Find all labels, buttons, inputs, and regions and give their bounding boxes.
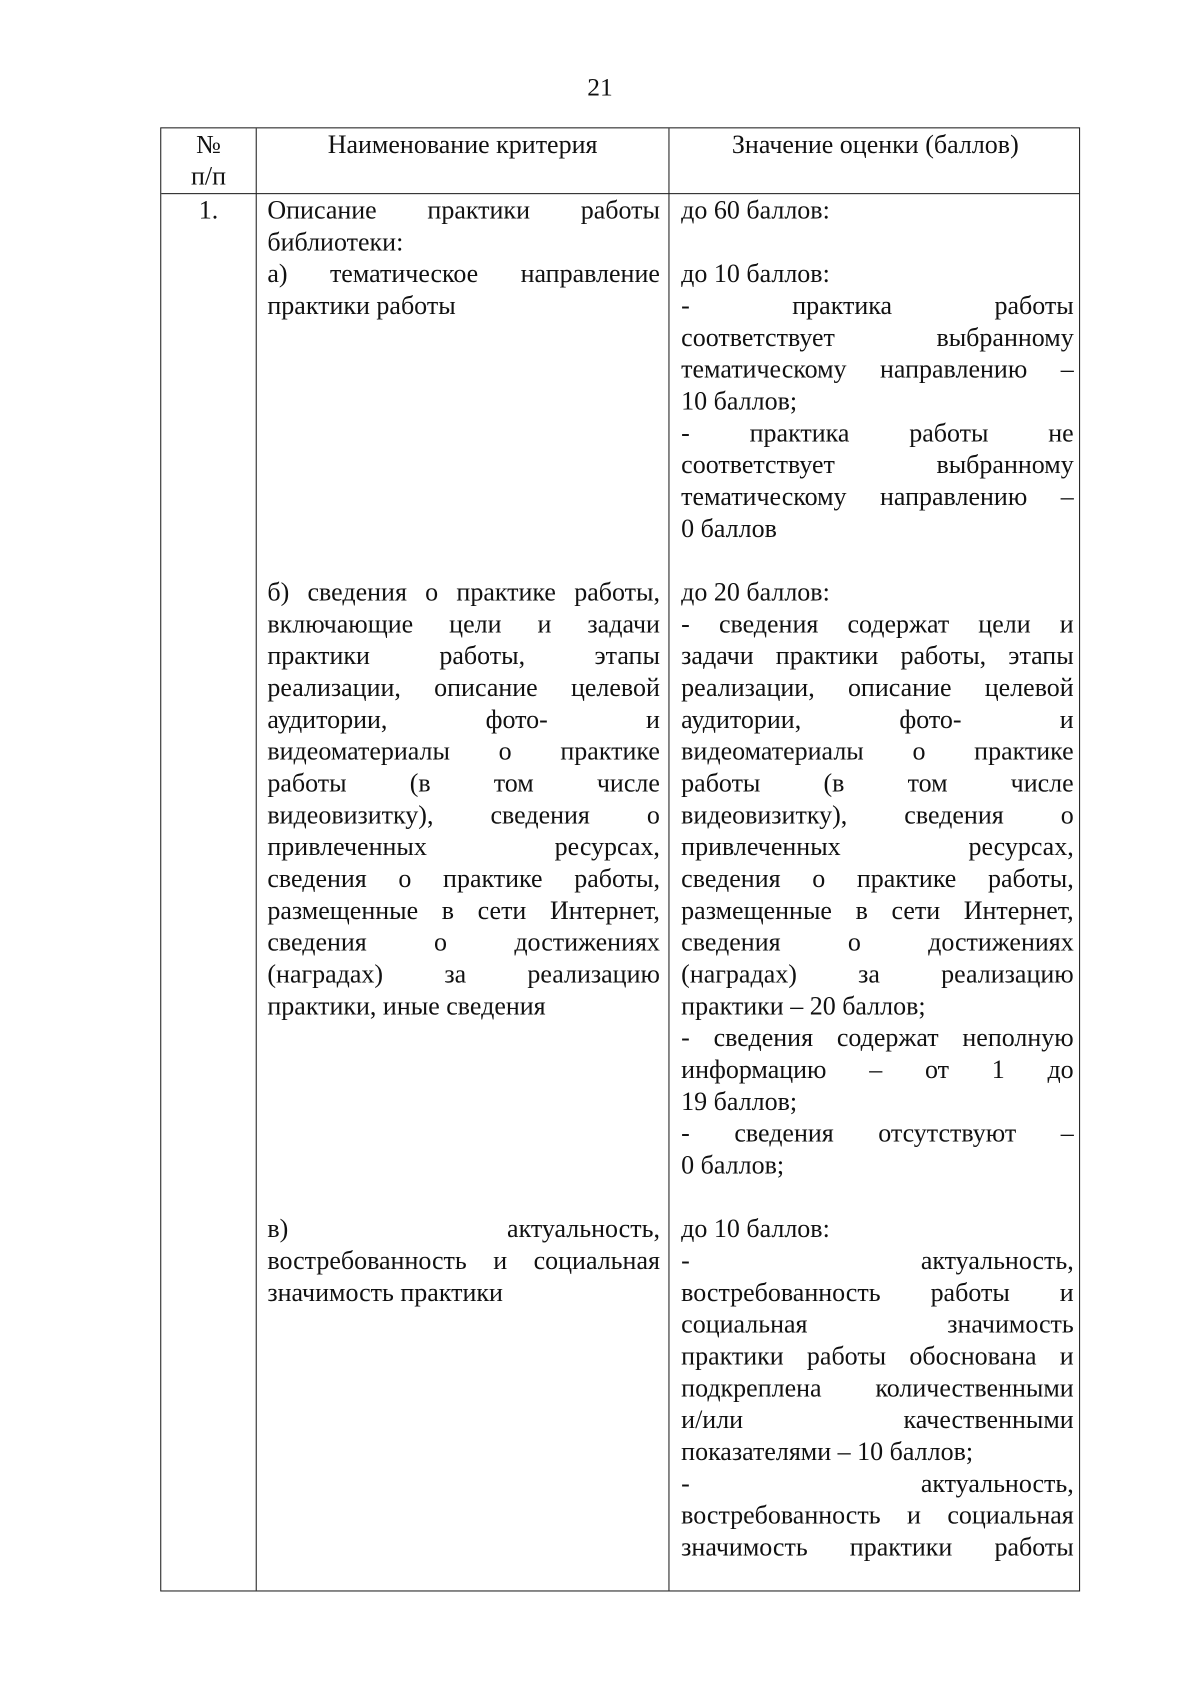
text-line (681, 450, 1074, 482)
word: в (441, 896, 455, 926)
word: практике (456, 578, 556, 607)
word: о (646, 801, 660, 830)
text-line (681, 1118, 1074, 1150)
word: 0 баллов (681, 514, 777, 544)
text-line (681, 577, 1074, 609)
word: работы (580, 196, 660, 225)
word: практике (443, 864, 543, 894)
word: (наградах) (267, 960, 384, 989)
text-line (681, 736, 1074, 768)
word: работы (267, 769, 347, 798)
word: сведения (681, 864, 781, 894)
word: практике (974, 737, 1074, 767)
word: – (1060, 355, 1074, 385)
word: о (425, 578, 439, 607)
word: а) (267, 259, 288, 289)
text-line (681, 1309, 1074, 1341)
page-number: 21 (587, 74, 613, 102)
word: и (1059, 610, 1074, 639)
word: (в (409, 769, 431, 798)
word: сведения (267, 864, 367, 894)
text-line (681, 227, 1074, 259)
word: ресурсах, (554, 832, 660, 862)
word: практики (681, 1342, 784, 1371)
word: реализации, (267, 673, 401, 703)
word: показателями – 10 баллов; (681, 1437, 974, 1467)
text-line (267, 895, 660, 927)
word: актуальность, (920, 1246, 1074, 1276)
word: востребованность (681, 1278, 881, 1308)
word: работы (994, 1533, 1074, 1562)
word: о (398, 864, 412, 894)
text-line (267, 1277, 660, 1309)
text-line (267, 291, 660, 323)
word: - (681, 1119, 690, 1149)
word: и (645, 705, 660, 735)
text-line (267, 705, 660, 737)
text-line (681, 1277, 1074, 1309)
criteria-table (160, 127, 1080, 1591)
word: информацию (681, 1055, 827, 1085)
word: фото- (899, 705, 962, 735)
word: - (681, 419, 690, 448)
word: привлеченных (267, 832, 427, 862)
word: от (924, 1055, 949, 1085)
word: - (681, 1469, 690, 1499)
word: целевой (984, 673, 1074, 703)
word: сведения (904, 801, 1004, 830)
text-line (681, 1405, 1074, 1437)
text-line (681, 259, 1074, 291)
text-line (681, 832, 1074, 864)
word: – (869, 1055, 883, 1085)
text-line (681, 673, 1074, 705)
text-line (267, 800, 660, 832)
word: о (498, 737, 512, 767)
word: работы (681, 769, 761, 798)
word: в (855, 896, 868, 926)
word: о (434, 928, 448, 958)
word: том (907, 769, 948, 798)
text-line (267, 991, 660, 1023)
text-line (681, 1341, 1074, 1373)
word: соответствует (681, 450, 835, 480)
word: б) (267, 578, 290, 607)
word: - (681, 610, 690, 639)
text-line (267, 227, 660, 259)
word: актуальность, (920, 1469, 1074, 1499)
text-line (267, 959, 660, 991)
word: достижениях (928, 928, 1074, 958)
word: – (1060, 482, 1074, 512)
word: реализацию (941, 960, 1074, 989)
word: этапы (1008, 641, 1074, 671)
text-line (681, 1437, 1074, 1469)
word: до 10 баллов: (681, 259, 830, 289)
word: реализацию (527, 960, 660, 989)
header-divider (161, 193, 1079, 194)
text-line (267, 1214, 660, 1246)
word: и (1059, 1278, 1074, 1308)
text-line (681, 1086, 1074, 1118)
criterion-cell-b (267, 577, 660, 1023)
word: сведения (307, 578, 407, 607)
text-line (267, 832, 660, 864)
word: работы, (574, 864, 660, 894)
text-line (681, 386, 1074, 418)
word: социальная (947, 1501, 1074, 1530)
word: значимость (681, 1533, 808, 1562)
text-line (681, 927, 1074, 959)
text-line (681, 1373, 1074, 1405)
text-line (681, 641, 1074, 673)
word: практики – 20 баллов; (681, 992, 926, 1021)
word: количественными (875, 1373, 1074, 1403)
text-line (681, 768, 1074, 800)
word: за (858, 960, 880, 989)
word: тематическому (681, 355, 847, 385)
word: отсутствуют (878, 1119, 1017, 1149)
word: значимость (947, 1310, 1074, 1339)
word: до (1047, 1055, 1074, 1085)
text-line (681, 418, 1074, 450)
word: неполную (962, 1023, 1074, 1053)
word: содержат (836, 1023, 939, 1053)
word: сети (477, 896, 527, 926)
word: (наградах) (681, 960, 797, 989)
criterion-cell-a (267, 195, 660, 322)
word: до 20 баллов: (681, 578, 830, 607)
text-line (681, 482, 1074, 514)
row-number: 1. (198, 196, 219, 225)
text-line (267, 195, 660, 227)
text-line (681, 864, 1074, 896)
word: за (444, 960, 467, 989)
word: Интернет, (963, 896, 1074, 926)
word: видеоматериалы (681, 737, 864, 767)
word: практики работы (267, 291, 456, 321)
word: содержат (847, 610, 950, 639)
word: тематическое (329, 259, 479, 289)
word: работы, (900, 641, 987, 671)
word: работы, (987, 864, 1074, 894)
word: сведения (681, 928, 781, 958)
word: описание (434, 673, 538, 703)
word: ресурсах, (968, 832, 1074, 862)
word: и (537, 610, 552, 639)
word: этапы (594, 641, 660, 671)
word: сети (891, 896, 941, 926)
word: подкреплена (681, 1373, 822, 1403)
word: реализации, (681, 673, 815, 703)
word: размещенные (681, 896, 832, 926)
word: видеовизитку), (267, 801, 434, 830)
text-line (267, 577, 660, 609)
word: видеовизитку), (681, 801, 848, 830)
word: включающие (267, 610, 414, 639)
word: работы (909, 419, 989, 448)
header-criterion: Наименование критерия (327, 130, 598, 160)
word: задачи (587, 610, 660, 639)
word: востребованность (267, 1246, 467, 1276)
word: библиотеки: (267, 228, 404, 257)
text-line (267, 927, 660, 959)
text-line (681, 354, 1074, 386)
word: выбранному (936, 323, 1074, 353)
word: работы, (439, 641, 526, 671)
word: том (493, 769, 534, 798)
score-cell-b (681, 577, 1074, 1182)
word: о (847, 928, 861, 958)
word: направлению (880, 482, 1028, 512)
criterion-cell-c (267, 1214, 660, 1309)
header-number (161, 129, 255, 193)
word: до 60 баллов: (681, 196, 830, 225)
word: размещенные (267, 896, 419, 926)
word: работы, (574, 578, 660, 607)
text-line (681, 1468, 1074, 1500)
text-line (681, 991, 1074, 1023)
word: направлению (880, 355, 1028, 385)
text-line (681, 1500, 1074, 1532)
word: не (1048, 419, 1074, 448)
column-divider (256, 128, 257, 1590)
word: в) (267, 1214, 289, 1244)
text-line (681, 1023, 1074, 1055)
word: (в (823, 769, 845, 798)
word: практики (775, 641, 879, 671)
word: цели (449, 610, 502, 639)
text-line (681, 800, 1074, 832)
word: - (681, 1023, 690, 1053)
text-line (681, 323, 1074, 355)
word: качественными (903, 1405, 1074, 1435)
word: социальная (681, 1310, 808, 1339)
header-number-line: № (196, 130, 221, 160)
text-line (681, 1532, 1074, 1564)
word: о (1060, 801, 1074, 830)
word: целевой (570, 673, 660, 703)
word: практика (792, 291, 893, 321)
text-line (681, 1246, 1074, 1278)
word: практики, иные сведения (267, 992, 546, 1021)
word: и (907, 1501, 921, 1530)
word: и (1059, 1342, 1074, 1371)
word: аудитории, (681, 705, 802, 735)
text-line (681, 895, 1074, 927)
word: выбранному (936, 450, 1074, 480)
word: практики (267, 641, 370, 671)
word: - (681, 291, 690, 321)
word: – (1060, 1119, 1074, 1149)
word: сведения (490, 801, 590, 830)
word: о (812, 864, 826, 894)
word: практики (427, 196, 530, 225)
word: видеоматериалы (267, 737, 450, 767)
text-line (267, 609, 660, 641)
header-score: Значение оценки (баллов) (731, 130, 1019, 160)
word: практики (849, 1533, 953, 1562)
word: 1 (991, 1055, 1005, 1085)
text-line (267, 736, 660, 768)
column-divider (668, 128, 669, 1590)
word: практика (749, 419, 850, 448)
word: сведения (734, 1119, 834, 1149)
word: описание (847, 673, 952, 703)
text-line (681, 1150, 1074, 1182)
word: работы (806, 1342, 887, 1371)
text-line (681, 514, 1074, 546)
text-line (681, 291, 1074, 323)
word: Интернет, (549, 896, 660, 926)
word: и (493, 1246, 508, 1276)
text-line (681, 1055, 1074, 1087)
score-cell-c (681, 1214, 1074, 1564)
text-line (681, 195, 1074, 227)
word: числе (1010, 769, 1074, 798)
word: привлеченных (681, 832, 841, 862)
word: работы (930, 1278, 1010, 1308)
header-number-line: п/п (190, 162, 227, 191)
word: задачи (681, 641, 754, 671)
word: числе (596, 769, 660, 798)
text-line (267, 673, 660, 705)
word: Описание (267, 196, 377, 225)
word: обоснована (909, 1342, 1037, 1371)
text-line (681, 609, 1074, 641)
word: актуальность, (507, 1214, 660, 1244)
word: сведения (267, 928, 367, 958)
text-line (267, 768, 660, 800)
word: о (912, 737, 926, 767)
word: практике (560, 737, 660, 767)
text-line (681, 1214, 1074, 1246)
text-line (267, 641, 660, 673)
text-line (267, 259, 660, 291)
word: 19 баллов; (681, 1087, 798, 1117)
word: до 10 баллов: (681, 1214, 830, 1244)
word: достижениях (514, 928, 660, 958)
word: направление (520, 259, 660, 289)
score-cell-a (681, 195, 1074, 545)
word: сведения (713, 1023, 814, 1053)
text-line (681, 705, 1074, 737)
word: значимость практики (267, 1278, 503, 1308)
word: аудитории, (267, 705, 388, 735)
word: цели (978, 610, 1031, 639)
text-line (267, 864, 660, 896)
word: фото- (485, 705, 548, 735)
text-line (267, 1246, 660, 1278)
word: тематическому (681, 482, 847, 512)
word: 10 баллов; (681, 387, 798, 416)
word: востребованность (681, 1501, 881, 1530)
word: и/или (681, 1405, 744, 1435)
word: соответствует (681, 323, 835, 353)
word: 0 баллов; (681, 1151, 785, 1180)
text-line (681, 959, 1074, 991)
word: практике (856, 864, 957, 894)
word: социальная (533, 1246, 660, 1276)
word: - (681, 1246, 690, 1276)
word: работы (994, 291, 1074, 321)
word: и (1059, 705, 1074, 735)
word: сведения (718, 610, 819, 639)
